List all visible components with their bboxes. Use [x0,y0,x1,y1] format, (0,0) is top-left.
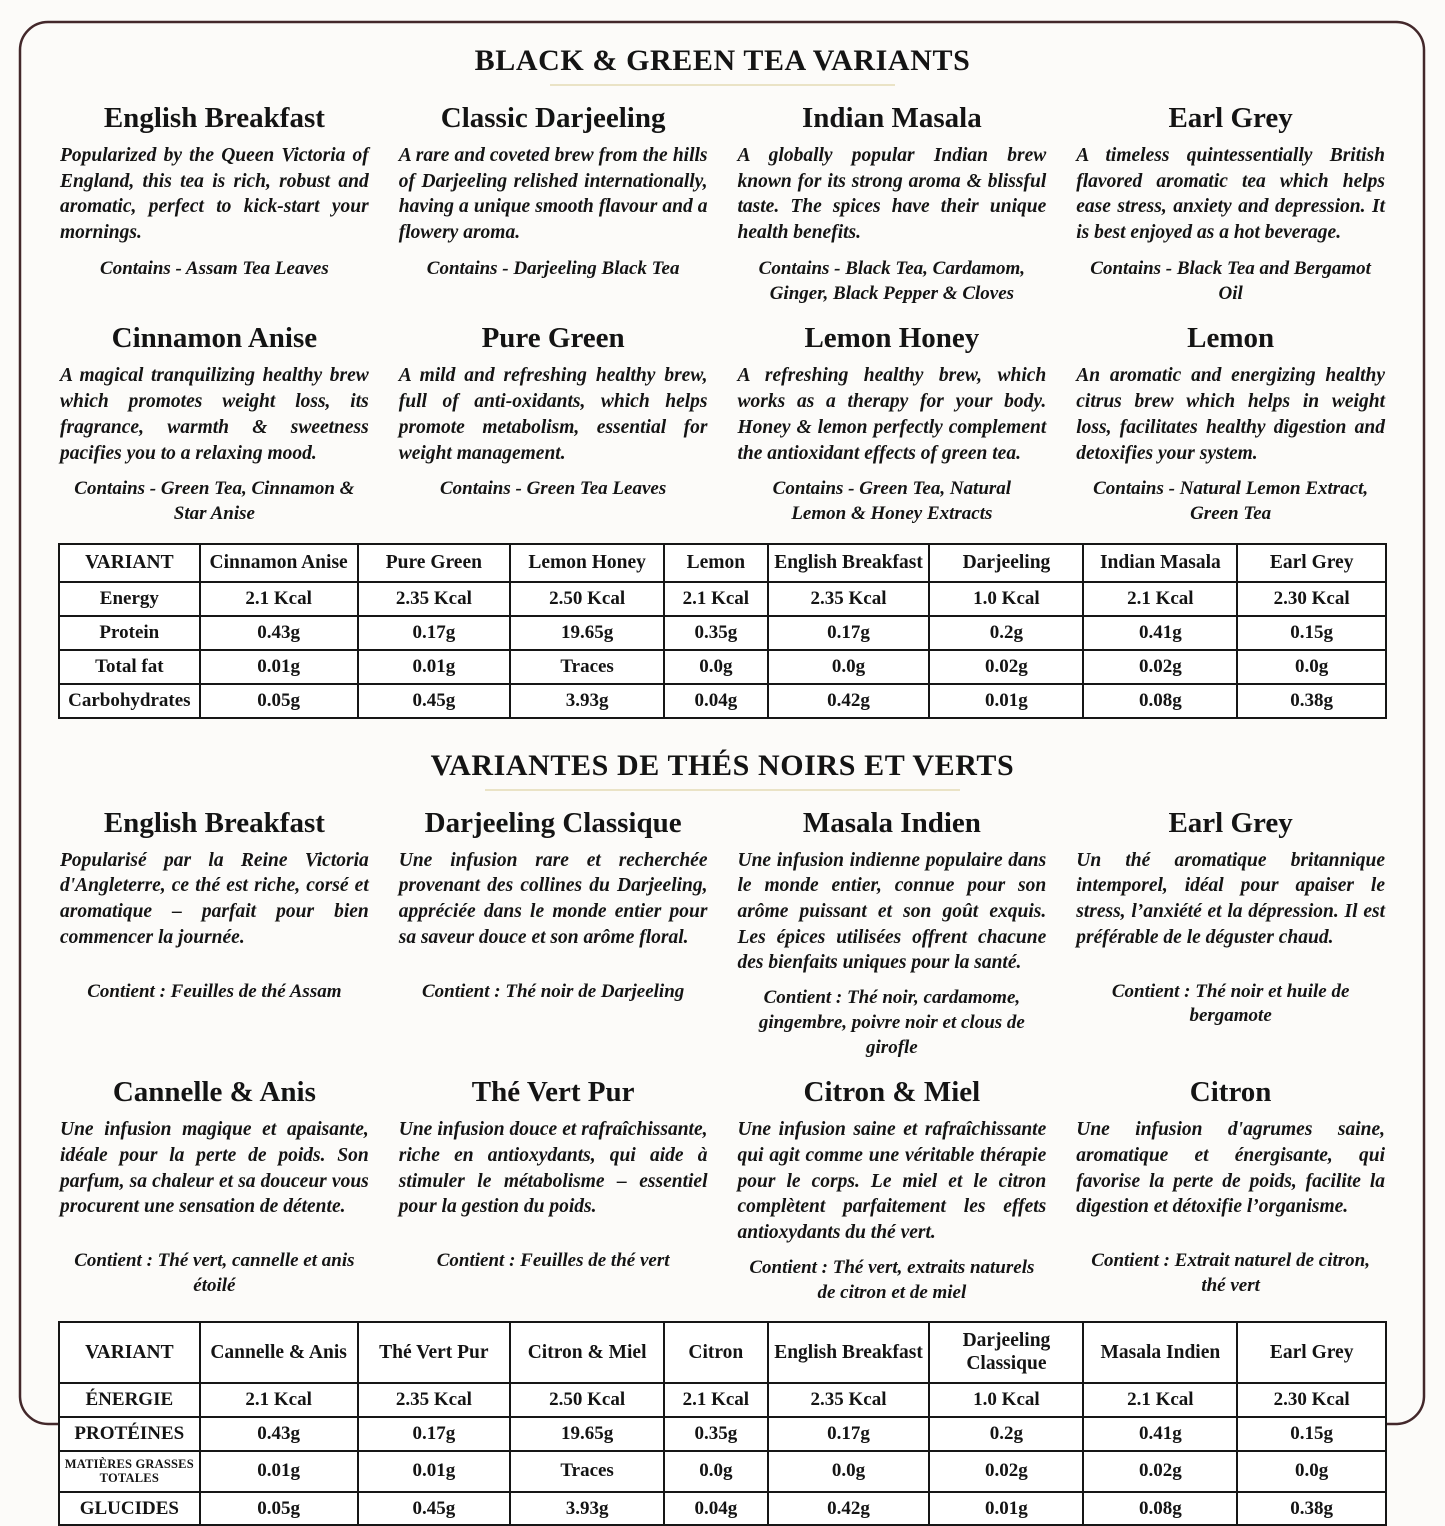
tea-contains: Contient : Thé noir et huile de bergamote [1111,980,1350,1027]
table-cell: 19.65g [510,1417,664,1451]
table-cell: 0.17g [358,616,511,650]
tea-name: Earl Grey [1168,806,1293,839]
table-cell: 0.0g [664,1451,768,1492]
table-cell: 2.1 Kcal [1083,1383,1237,1417]
tea-name: Citron [1189,1076,1272,1109]
table-cell: 2.30 Kcal [1237,1383,1386,1417]
table-cell: 0.05g [200,1492,358,1526]
table-cell: 2.35 Kcal [358,1383,511,1417]
tea-card-citron-miel [736,1060,1049,1305]
tea-name: Cannelle & Anis [112,1076,316,1109]
tea-description: Une infusion d'agrumes saine, aromatique et énergisante, qui favorise la perte de poids, facilite la digestion et détoxifie l’organisme. [1076,1119,1385,1218]
table-cell: 0.08g [1083,684,1237,718]
tea-description: Popularisé par la Reine Victoria d'Angleterre, ce thé est riche, corsé et aromatique – parfait pour bien commencer la journée. [60,849,369,948]
table-cell: 1.0 Kcal [929,1383,1083,1417]
tea-grid-fr [58,791,1387,1306]
table-cell: 0.01g [200,1451,358,1492]
tea-description: Une infusion saine et rafraîchissante qui agit comme une véritable thérapie pour le corps. Le miel et le citron complètent parfaitement les effets antioxydants du thé vert. [737,1119,1047,1244]
table-header-cell: English Breakfast [768,1322,930,1383]
table-cell: 0.35g [664,1417,768,1451]
table-cell: 0.01g [200,650,358,684]
table-cell: Traces [510,650,664,684]
tea-card-citron [1074,1060,1387,1305]
table-row-label: GLUCIDES [59,1492,200,1526]
table-header-cell: Masala Indien [1083,1322,1237,1383]
tea-description: Une infusion douce et rafraîchissante, riche en antioxydants, qui aide à stimuler le métabolisme – essentiel pour la gestion du poids. [398,1119,708,1218]
tea-contains: Contains - Green Tea, Cinnamon & Star Anise [74,478,355,525]
table-cell: 0.41g [1083,1417,1237,1451]
table-row-label: Protein [59,616,200,650]
table-cell: 0.17g [358,1417,511,1451]
table-header-cell: Thé Vert Pur [358,1322,511,1383]
table-cell: 0.0g [1237,650,1386,684]
table-cell: 2.1 Kcal [1083,582,1237,616]
table-cell: 0.41g [1083,616,1237,650]
table-cell: 0.15g [1237,1417,1386,1451]
table-row-total-fat [59,650,1386,684]
tea-card-indian-masala [736,86,1049,306]
table-row-label: MATIÈRES GRASSES TOTALES [59,1451,200,1492]
table-cell: 0.45g [358,684,511,718]
tea-description: Un thé aromatique britannique intemporel, idéal pour apaiser le stress, l’anxiété et la dépression. Il est préférable de le déguster chaud. [1076,849,1385,948]
tea-name: Lemon [1187,322,1275,355]
tea-name: Darjeeling Classique [424,806,682,839]
nutrition-table-fr [58,1321,1387,1526]
tea-card-the-vert-pur [397,1060,710,1305]
tea-contains: Contient : Thé vert, cannelle et anis étoilé [74,1250,355,1296]
tea-contains: Contains - Black Tea and Bergamot Oil [1090,258,1371,304]
table-cell: 0.01g [358,1451,511,1492]
tea-name: Thé Vert Pur [471,1076,635,1109]
table-header-cell: Darjeeling Classique [929,1322,1083,1383]
tea-description: A mild and refreshing healthy brew, full of anti-oxidants, which helps promote metabolism, essential for weight management. [398,365,708,464]
tea-card-pure-green [397,306,710,526]
table-cell: 0.04g [664,1492,768,1526]
tea-description: Une infusion magique et apaisante, idéale pour la perte de poids. Son parfum, sa chaleur et sa douceur vous procurent une sensation de détente. [60,1119,369,1218]
table-cell: 0.0g [1237,1451,1386,1492]
table-row-proteines [59,1417,1386,1451]
table-row-label: Energy [59,582,200,616]
nutrition-table-en [58,543,1387,719]
table-cell: 2.30 Kcal [1237,582,1386,616]
section-title-fr: VARIANTES DE THÉS NOIRS ET VERTS [430,748,1015,782]
table-header-cell: Earl Grey [1237,544,1386,582]
table-header-cell: Darjeeling [929,544,1083,582]
table-header-cell: Pure Green [358,544,511,582]
table-row-protein [59,616,1386,650]
tea-description: A refreshing healthy brew, which works as a therapy for your body. Honey & lemon perfectly complement the antioxidant effects of green tea. [737,365,1047,464]
tea-name: Pure Green [481,322,625,355]
table-cell: 2.1 Kcal [200,1383,358,1417]
table-header-cell: Citron & Miel [510,1322,664,1383]
table-cell: 0.02g [1083,1451,1237,1492]
table-cell: 0.0g [664,650,768,684]
table-header-cell: Lemon Honey [510,544,664,582]
tea-description: A timeless quintessentially British flavored aromatic tea which helps ease stress, anxiety and depression. It is best enjoyed as a hot beverage. [1076,145,1385,244]
table-cell: 0.05g [200,684,358,718]
tea-grid-en [58,86,1387,527]
table-header-cell: Cannelle & Anis [200,1322,358,1383]
tea-name: English Breakfast [103,806,325,839]
table-cell: 0.45g [358,1492,511,1526]
table-cell: 0.08g [1083,1492,1237,1526]
table-header-cell: Citron [664,1322,768,1383]
tea-description: A globally popular Indian brew known for its strong aroma & blissful taste. The spices have their unique health benefits. [737,145,1047,244]
table-cell: 0.01g [358,650,511,684]
table-header-cell: Earl Grey [1237,1322,1386,1383]
table-row-label: PROTÉINES [59,1417,200,1451]
tea-name: Citron & Miel [803,1076,981,1109]
tea-card-cinnamon-anise [58,306,371,526]
tea-contains: Contains - Green Tea Leaves [440,478,667,500]
table-cell: 2.50 Kcal [510,1383,664,1417]
tea-card-earl-grey-fr [1074,791,1387,1061]
tea-card-darjeeling-classique [397,791,710,1061]
table-cell: 1.0 Kcal [929,582,1083,616]
tea-name: Lemon Honey [804,322,980,355]
tea-name: Earl Grey [1168,102,1293,134]
table-header-row [59,544,1386,582]
table-cell: 2.1 Kcal [664,582,768,616]
table-cell: 2.1 Kcal [200,582,358,616]
tea-name: Cinnamon Anise [111,322,318,355]
table-cell: 0.15g [1237,616,1386,650]
tea-contains: Contains - Green Tea, Natural Lemon & Honey Extracts [772,478,1012,525]
tea-description: A magical tranquilizing healthy brew which promotes weight loss, its fragrance, warmth & sweetness pacifies you to a relaxing mood. [60,365,369,464]
tea-card-earl-grey [1074,86,1387,306]
table-header-row [59,1322,1386,1383]
table-cell: 2.50 Kcal [510,582,664,616]
table-cell: 3.93g [510,1492,664,1526]
table-cell: 0.2g [929,1417,1083,1451]
table-cell: 19.65g [510,616,664,650]
table-cell: 2.35 Kcal [768,1383,930,1417]
tea-card-masala-indien [736,791,1049,1061]
table-header-cell: Lemon [664,544,768,582]
table-cell: 2.35 Kcal [358,582,511,616]
tea-description: An aromatic and energizing healthy citrus brew which helps in weight loss, facilitates healthy digestion and detoxifies your system. [1076,365,1385,464]
table-cell: 0.04g [664,684,768,718]
tea-name: Classic Darjeeling [440,102,666,134]
tea-contains: Contient : Extrait naturel de citron, thé vert [1091,1250,1370,1296]
table-cell: 0.01g [929,684,1083,718]
table-cell: 3.93g [510,684,664,718]
table-cell: 0.17g [768,616,930,650]
table-row-matieres-grasses [59,1451,1386,1492]
table-header-cell: Cinnamon Anise [200,544,358,582]
table-cell: 0.43g [200,1417,358,1451]
table-cell: 0.42g [768,684,930,718]
tea-contains: Contains - Natural Lemon Extract, Green Tea [1093,478,1369,525]
table-cell: 0.38g [1237,684,1386,718]
tea-contains: Contient : Feuilles de thé vert [436,1250,670,1272]
table-cell: 0.02g [929,1451,1083,1492]
table-corner-cell: VARIANT [59,544,200,582]
table-cell: 0.17g [768,1417,930,1451]
tea-name: Masala Indien [802,806,981,839]
table-row-carbohydrates [59,684,1386,718]
table-cell: Traces [510,1451,664,1492]
table-row-glucides [59,1492,1386,1526]
tea-contains: Contient : Feuilles de thé Assam [87,980,342,1002]
table-header-cell: English Breakfast [768,544,930,582]
tea-card-english-breakfast-fr [58,791,371,1061]
section-title-en: BLACK & GREEN TEA VARIANTS [474,44,971,77]
tea-contains: Contient : Thé noir de Darjeeling [421,980,685,1002]
tea-contains: Contient : Thé noir, cardamome, gingembre, poivre noir et clous de girofle [758,987,1025,1058]
tea-contains: Contient : Thé vert, extraits naturels de citron et de miel [749,1256,1035,1303]
table-cell: 0.38g [1237,1492,1386,1526]
table-cell: 0.0g [768,1451,930,1492]
tea-description: Une infusion indienne populaire dans le monde entier, connue pour son arôme puissant et son goût exquis. Les épices utilisées offrent chacune des bienfaits uniques pour la santé. [737,849,1047,974]
tea-contains: Contains - Black Tea, Cardamom, Ginger, Black Pepper & Cloves [758,258,1026,304]
tea-card-cannelle-anis [58,1060,371,1305]
table-cell: 2.35 Kcal [768,582,930,616]
tea-description: A rare and coveted brew from the hills of Darjeeling relished internationally, having a unique smooth flavour and a flowery aroma. [398,145,708,244]
table-cell: 0.43g [200,616,358,650]
table-cell: 0.02g [929,650,1083,684]
table-corner-cell: VARIANT [59,1322,200,1383]
table-row-label: Carbohydrates [59,684,200,718]
table-cell: 0.01g [929,1492,1083,1526]
table-cell: 2.1 Kcal [664,1383,768,1417]
table-row-label: ÉNERGIE [59,1383,200,1417]
table-header-cell: Indian Masala [1083,544,1237,582]
table-row-energy [59,582,1386,616]
table-cell: 0.0g [768,650,930,684]
tea-contains: Contains - Assam Tea Leaves [100,258,329,279]
tea-card-lemon-honey [736,306,1049,526]
tea-name: English Breakfast [103,102,325,134]
tea-name: Indian Masala [802,102,982,134]
tea-contains: Contains - Darjeeling Black Tea [426,258,680,279]
table-cell: 0.35g [664,616,768,650]
table-cell: 0.02g [1083,650,1237,684]
tea-description: Popularized by the Queen Victoria of England, this tea is rich, robust and aromatic, perfect to kick-start your mornings. [60,145,369,244]
tea-description: Une infusion rare et recherchée provenant des collines du Darjeeling, appréciée dans le monde entier pour sa saveur douce et son arôme floral. [398,849,708,948]
table-cell: 0.2g [929,616,1083,650]
tea-card-english-breakfast [58,86,371,306]
table-row-energie [59,1383,1386,1417]
tea-card-lemon [1074,306,1387,526]
table-cell: 0.42g [768,1492,930,1526]
tea-card-classic-darjeeling [397,86,710,306]
table-row-label: Total fat [59,650,200,684]
